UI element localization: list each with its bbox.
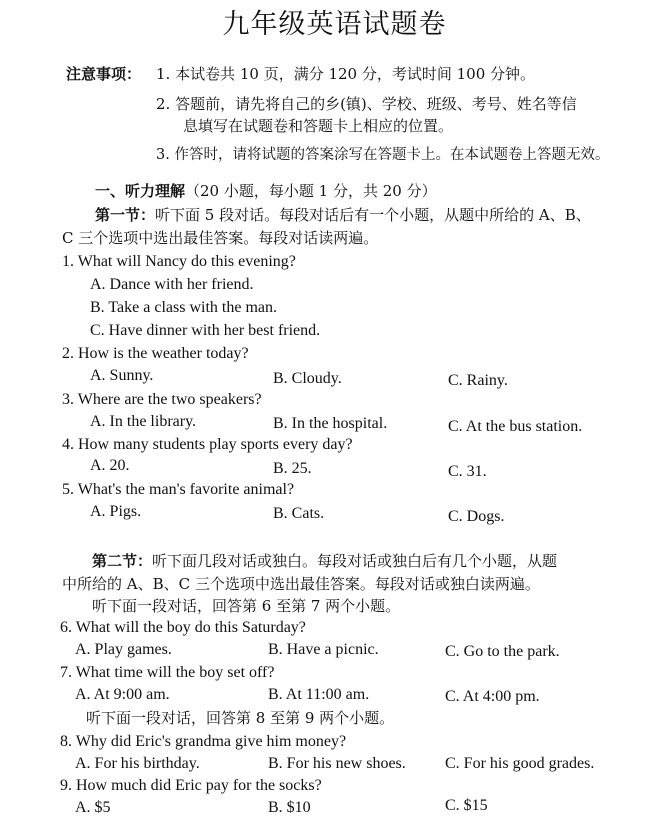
q2-option-b: B. Cloudy.	[273, 370, 342, 387]
question-4: 4. How many students play sports every day?	[62, 436, 353, 453]
question-2: 2. How is the weather today?	[62, 345, 249, 362]
question-7: 7. What time will the boy set off?	[60, 664, 275, 681]
section-heading-title: 一、听力理解	[95, 182, 186, 200]
question-5: 5. What's the man's favorite animal?	[62, 481, 295, 498]
q4-option-c: C. 31.	[448, 463, 487, 480]
part1-instruction	[95, 206, 591, 224]
q5-option-c: C. Dogs.	[448, 508, 505, 525]
page-title: 九年级英语试题卷	[222, 9, 447, 40]
question-6: 6. What will the boy do this Saturday?	[60, 619, 306, 636]
question-1: 1. What will Nancy do this evening?	[62, 253, 296, 270]
question-9: 9. How much did Eric pay for the socks?	[60, 777, 322, 794]
q5-option-a: A. Pigs.	[90, 503, 142, 520]
q8-option-b: B. For his new shoes.	[268, 755, 406, 772]
notice-item-1: 1. 本试卷共 10 页，满分 120 分，考试时间 100 分钟。	[156, 65, 536, 83]
part2-instruction	[92, 552, 557, 570]
q3-option-b: B. In the hospital.	[273, 415, 388, 432]
q7-option-a: A. At 9:00 am.	[75, 686, 170, 703]
notice-item-3: 3. 作答时，请将试题的答案涂写在答题卡上。在本试题卷上答题无效。	[156, 147, 610, 163]
q1-option-a: A. Dance with her friend.	[90, 276, 254, 293]
q2-option-c: C. Rainy.	[448, 372, 508, 389]
q8-option-c: C. For his good grades.	[445, 755, 595, 772]
question-8: 8. Why did Eric's grandma give him money?	[60, 733, 347, 750]
notice-item-2-cont: 息填写在试题卷和答题卡上相应的位置。	[183, 117, 454, 135]
q3-option-c: C. At the bus station.	[448, 418, 583, 435]
q9-option-c: C. $15	[445, 797, 488, 814]
notice-label: 注意事项：	[66, 65, 142, 83]
part2-label: 第二节：	[92, 552, 153, 570]
part1-text: 听下面 5 段对话。每段对话后有一个小题，从题中所给的 A、B、	[155, 206, 591, 224]
instruction-q6-q7: 听下面一段对话，回答第 6 至第 7 两个小题。	[92, 597, 401, 615]
question-3: 3. Where are the two speakers?	[62, 391, 262, 408]
q9-option-a: A. $5	[75, 799, 111, 816]
q7-option-c: C. At 4:00 pm.	[445, 688, 540, 705]
q2-option-a: A. Sunny.	[90, 367, 154, 384]
q5-option-b: B. Cats.	[273, 505, 325, 522]
part2-instruction-cont: 中所给的 A、B、C 三个选项中选出最佳答案。每段对话或独白读两遍。	[62, 575, 540, 593]
notice-item-2: 2. 答题前，请先将自己的乡(镇)、学校、班级、考号、姓名等信	[156, 95, 577, 113]
q6-option-b: B. Have a picnic.	[268, 641, 379, 658]
part1-instruction-cont: C 三个选项中选出最佳答案。每段对话读两遍。	[62, 229, 379, 247]
q9-option-b: B. $10	[268, 799, 311, 816]
q4-option-b: B. 25.	[273, 460, 312, 477]
part2-text: 听下面几段对话或独白。每段对话或独白后有几个小题，从题	[152, 552, 558, 570]
q1-option-c: C. Have dinner with her best friend.	[90, 322, 321, 339]
q6-option-c: C. Go to the park.	[445, 643, 560, 660]
q1-option-b: B. Take a class with the man.	[90, 299, 277, 316]
section-heading-note: （20 小题，每小题 1 分，共 20 分）	[185, 182, 437, 200]
part1-label: 第一节：	[95, 206, 156, 224]
q8-option-a: A. For his birthday.	[75, 755, 200, 772]
q6-option-a: A. Play games.	[75, 641, 172, 658]
q7-option-b: B. At 11:00 am.	[268, 686, 370, 703]
q4-option-a: A. 20.	[90, 457, 130, 474]
q3-option-a: A. In the library.	[90, 413, 197, 430]
instruction-q8-q9: 听下面一段对话，回答第 8 至第 9 两个小题。	[86, 709, 395, 727]
section-heading	[95, 182, 437, 200]
